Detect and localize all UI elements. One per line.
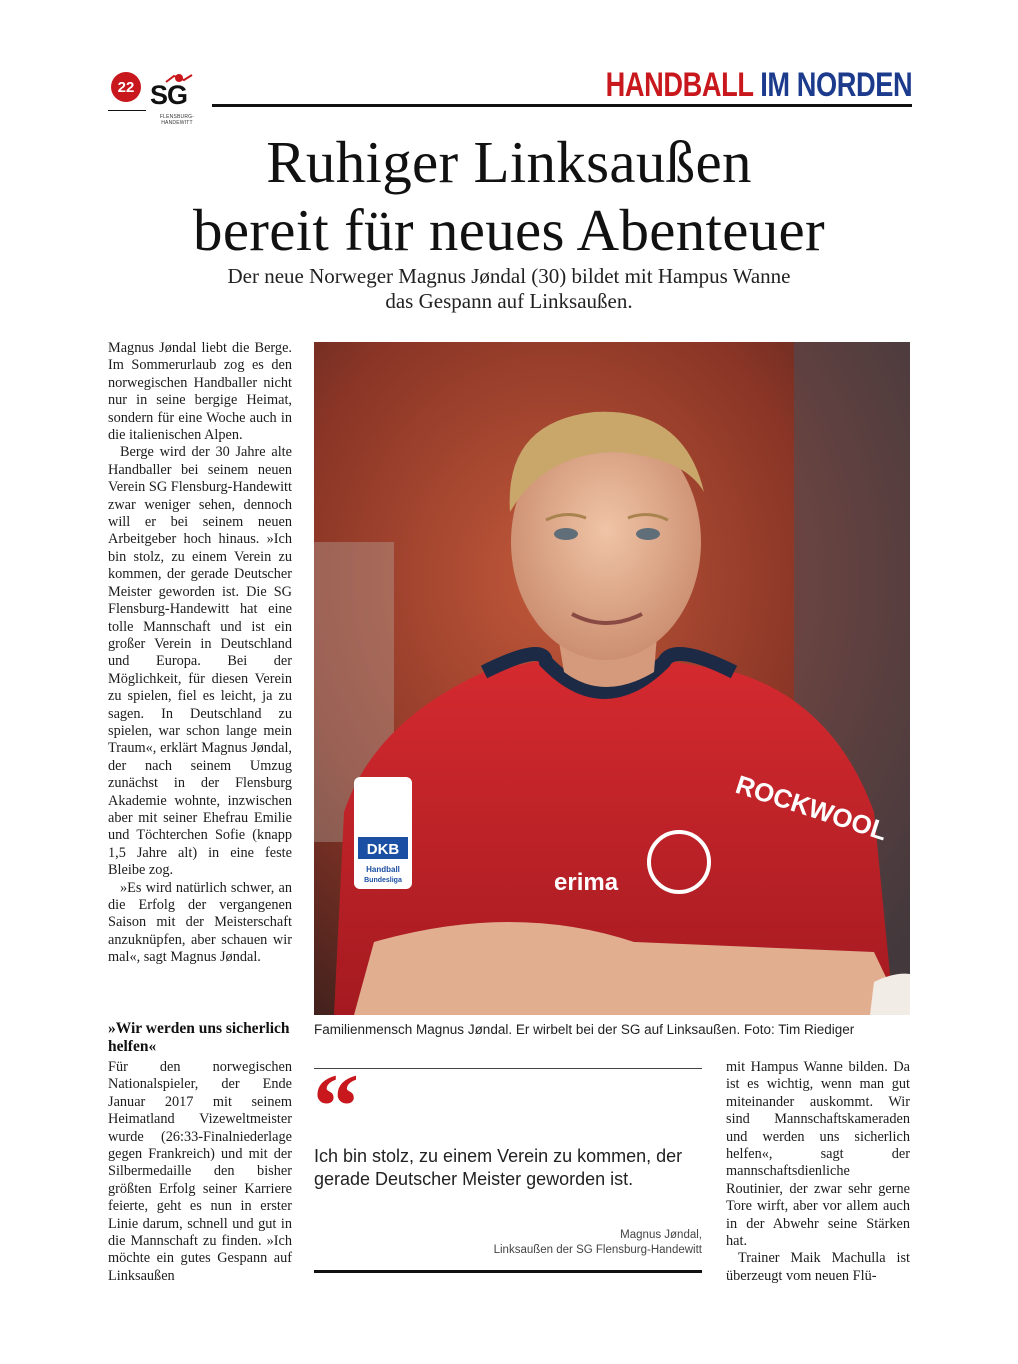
quote-role: Linksaußen der SG Flensburg-Handewitt — [493, 1244, 702, 1256]
player-photo — [314, 342, 910, 1015]
logo-text: SG — [150, 80, 188, 110]
quote-attribution — [314, 1228, 702, 1258]
pull-quote: Ich bin stolz, zu einem Verein zu kommen, der gerade Deutscher Meister geworden ist. — [314, 1146, 683, 1189]
subhead: »Wir werden uns sicherlich helfen« — [108, 1020, 290, 1055]
quote-mark-icon: “ — [313, 1055, 359, 1157]
quote-author: Magnus Jøndal, — [620, 1229, 702, 1241]
body-column-left — [108, 340, 292, 967]
paragraph: Trainer Maik Machulla ist überzeugt vom neuen Flü- — [726, 1250, 910, 1284]
paragraph: »Es wird natürlich schwer, an die Erfolg der vergangenen Saison mit der Meisterschaft anzuknüpfen, aber schauen wir mal«, sagt Magnus Jøndal. — [108, 879, 292, 966]
photo-caption: Familienmensch Magnus Jøndal. Er wirbelt bei der SG auf Linksaußen. Foto: Tim Riediger — [314, 1022, 855, 1037]
subheadline: Der neue Norweger Magnus Jøndal (30) bildet mit Hampus Wanne das Gespann auf Linksaußen. — [227, 264, 791, 313]
body-column-right — [726, 1059, 910, 1285]
paragraph: Berge wird der 30 Jahre alte Handballer bei seinem neuen Verein SG Flensburg-Handewitt zwar weniger sehen, dennoch will er bei seinem neuen Arbeitgeber hoch hinaus. »Ich bin stolz, zu einem Verein zu kommen, der gerade Deutscher Meister geworden ist. Die SG Flensburg-Handewitt hat eine tolle Mannschaft und ist ein großer Verein in Deutschland und Europa. Bei der Möglichkeit, für diesen Verein zu spielen, fiel es leicht, ja zu sagen. In Deutschland zu spielen, war schon lange mein Traum«, erklärt Magnus Jøndal, der nach seinem Umzug zunächst in der Flensburg Akademie wohnte, inzwischen aber mit seiner Ehefrau Emilie und Töchterchen Sofie (knapp 1,5 Jahre alt) in eine feste Bleibe zog. — [108, 444, 292, 879]
headline: Ruhiger Linksaußen bereit für neues Abenteuer — [193, 129, 825, 263]
quote-bottom-rule — [314, 1270, 702, 1273]
svg-text:DKB: DKB — [366, 841, 400, 858]
club-logo — [146, 72, 208, 124]
section-title: HANDBALL IM NORDEN — [605, 66, 912, 104]
logo-subtext: FLENSBURG-HANDEWITT — [159, 114, 195, 126]
quote-top-rule — [314, 1068, 702, 1069]
svg-text:Bundesliga: Bundesliga — [364, 877, 402, 884]
paragraph: Für den norwegischen Nationalspieler, der Ende Januar 2017 mit seinem Heimatland Vizeweltmeister wurde (26:33-Finalniederlage gegen Frankreich) und mit der Silbermedaille den bisher größten Erfolg seiner Karriere feierte, geht es nun in erster Linie darum, schnell und gut in die Mannschaft zu finden. »Ich möchte ein gutes Gespann auf Linksaußen — [108, 1059, 292, 1284]
paragraph: mit Hampus Wanne bilden. Da ist es wichtig, wenn man gut miteinander auskommt. Wir sind Mannschaftskameraden und werden uns sicherlich helfen«, sagt der mannschaftsdienliche Routinier, der zwar sehr gerne Tore wirft, aber vor allem auch in der Abwehr seine Stärken hat. — [726, 1059, 910, 1250]
svg-text:erima: erima — [554, 869, 619, 896]
body-column-left-lower — [108, 1059, 292, 1285]
svg-text:Handball: Handball — [366, 865, 400, 874]
divider — [108, 110, 146, 111]
page-number: 22 — [111, 72, 141, 102]
svg-text:ROCKWOOL: ROCKWOOL — [732, 769, 892, 847]
paragraph: Magnus Jøndal liebt die Berge. Im Sommerurlaub zog es den norwegischen Handballer nicht nur in seine bergige Heimat, sondern für eine Woche auch in die italienischen Alpen. — [108, 340, 292, 444]
